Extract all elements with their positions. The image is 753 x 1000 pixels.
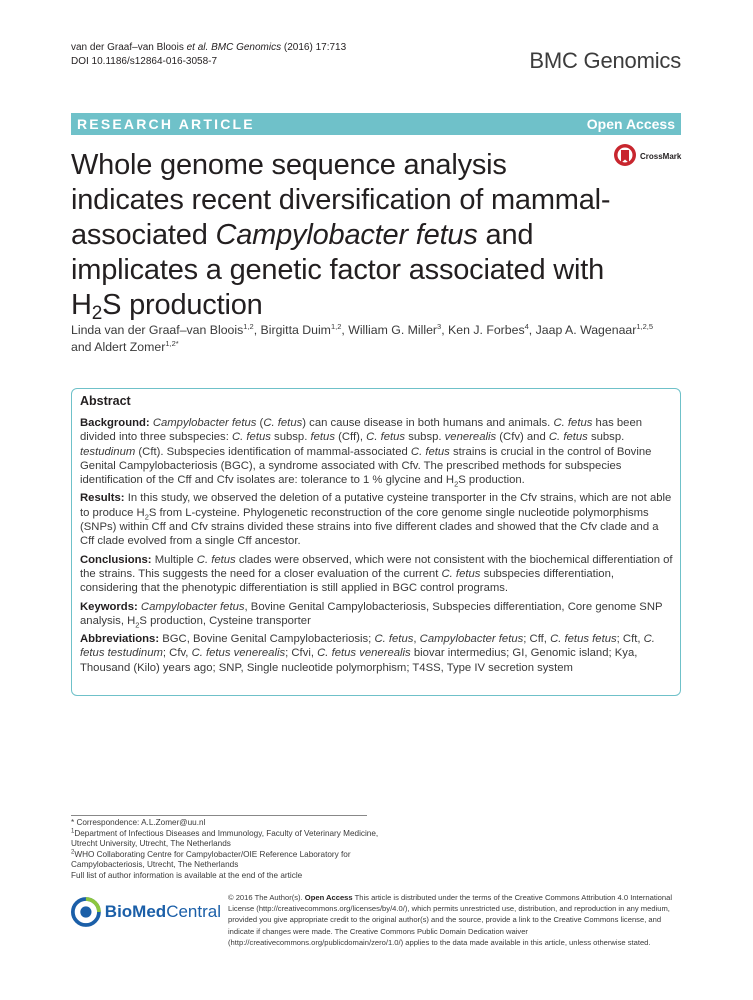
biomed-central-icon: [71, 896, 101, 928]
citation-journal: BMC Genomics: [211, 42, 282, 53]
abstract-background: Background: Campylobacter fetus (C. fetus) can cause disease in both humans and animals. C. fetus has been divided into three subspecies: C. fetus subsp. fetus (Cff), C. fetus subsp. venerealis (Cfv) and C. fetus subsp. testudinum (Cft). Subspecies identification of mammal-associated C. fetus strains is crucial in the control of Bovine Genital Campylobacteriosis (BGC), a syndrome associated with Cfv. The prescribed methods for subspecies identification of the Cff and Cfv isolates are: tolerance to 1 % glycine and $H_2S$ production.: [80, 417, 652, 489]
logo-text-biomed: BioMed: [104, 902, 167, 921]
author[interactable]: William G. Miller$^3$: [348, 321, 442, 337]
open-access-label: Open Access: [586, 116, 675, 132]
abstract-conclusions: Conclusions: Multiple C. fetus clades were observed, which were not consistent with the biochemical differentiation of the strains. This suggests the need for a closer evaluation of the current C. fetus subspecies differentiation, considering that the phenotypic differentiation is still applied in BGC control programs.: [80, 553, 673, 595]
running-header: [71, 41, 346, 69]
citation-volume: (2016) 17:713: [281, 42, 347, 53]
abstract-abbreviations: Abbreviations: BGC, Bovine Genital Campylobacteriosis; C. fetus, Campylobacter fetus; Cff, C. fetus fetus; Cft, C. fetus testudinum; Cfv, C. fetus venerealis; Cfvi, C. fetus venerealis biovar intermedius; GI, Genomic island; Kya, Thousand (Kilo) years ago; SNP, Single nucleotide polymorphism; T4SS, Type IV secretion system: [80, 633, 655, 674]
footnote-divider: [71, 815, 367, 816]
abstract-heading: Abstract: [80, 394, 131, 408]
title-part: S production: [102, 289, 263, 321]
correspondence[interactable]: * Correspondence: A.L.Zomer@uu.nl: [71, 818, 206, 827]
crossmark-label: CrossMark: [640, 151, 682, 161]
license-statement: © 2016 The Author(s). Open Access This article is distributed under the terms of the Creative Commons Attribution 4.0 International License (http://creativecommons.org/licenses/by/4.0/), which permits unrestricted use, distribution, and reproduction in any medium, provided you give appropriate credit to the original author(s) and the source, provide a link to the Creative Commons license, and indicate if changes were made. The Creative Commons Public Domain Dedication waiver (http://creativecommons.org/publicdomain/zero/1.0/) applies to the data made available in this article, unless otherwise stated.: [228, 893, 673, 947]
abstract-body: [80, 416, 674, 679]
title-part: and implicates a genetic factor associated with H: [71, 219, 604, 321]
affiliation-2: $^2$WHO Collaborating Centre for Campylobacter/OIE Reference Laboratory for Campylobacteriosis, Utrecht, The Netherlands: [71, 848, 351, 869]
author[interactable]: Ken J. Forbes$^4$: [448, 321, 529, 337]
affiliation-1: $^1$Department of Infectious Diseases and Immunology, Faculty of Veterinary Medicine, Utrecht University, Utrecht, The Netherlands: [71, 827, 379, 848]
article-type-banner: [71, 113, 681, 135]
crossmark-icon: [613, 143, 637, 169]
abstract-keywords: Keywords: Campylobacter fetus, Bovine Genital Campylobacteriosis, Subspecies differentiation, Core genome SNP analysis, $H_2S$ production, Cysteine transporter: [80, 600, 663, 630]
biomed-central-logo: [71, 895, 221, 929]
article-title: [71, 148, 611, 323]
crossmark-badge[interactable]: [613, 141, 693, 171]
journal-name: BMC Genomics: [529, 48, 681, 73]
logo-text-central: Central: [166, 902, 221, 921]
author[interactable]: Birgitta Duim$^{1,2}$: [260, 321, 342, 337]
citation-etal: et al.: [186, 42, 209, 53]
author[interactable]: and Aldert Zomer$^{1,2*}$: [71, 338, 179, 354]
citation-authors: van der Graaf–van Bloois: [71, 42, 184, 53]
author[interactable]: Linda van der Graaf–van Bloois$^{1,2}$: [71, 321, 254, 337]
abstract-results: Results: In this study, we observed the deletion of a putative cysteine transporter in the Cfv strains, which are not able to produce $H_2S$ from L-cysteine. Phylogenetic reconstruction of the core genome single nucleotide polymorphisms (SNPs) within Cff and Cfv strains divided these strains into five different clades and showed that the Cfv clade and a Cff clade evolved from a single Cff ancestor.: [80, 492, 672, 548]
author-list: Linda van der Graaf–van Bloois$^{1,2}$, Birgitta Duim$^{1,2}$, William G. Miller$^3$, Ken J. Forbes$^4$, Jaap A. Wagenaar$^{1,2,5}$ and Aldert Zomer$^{1,2*}$: [71, 321, 654, 354]
title-part: Whole genome sequence analysis indicates recent diversification of mammal-associated: [71, 149, 611, 251]
author[interactable]: Jaap A. Wagenaar$^{1,2,5}$: [535, 321, 654, 337]
footnotes: [71, 818, 381, 881]
doi-link[interactable]: DOI 10.1186/s12864-016-3058-7: [71, 56, 218, 67]
article-type: RESEARCH ARTICLE: [77, 116, 255, 132]
title-species: Campylobacter fetus: [215, 219, 478, 251]
author-info-note: Full list of author information is available at the end of the article: [71, 870, 303, 880]
title-subscript: 2: [91, 303, 103, 324]
